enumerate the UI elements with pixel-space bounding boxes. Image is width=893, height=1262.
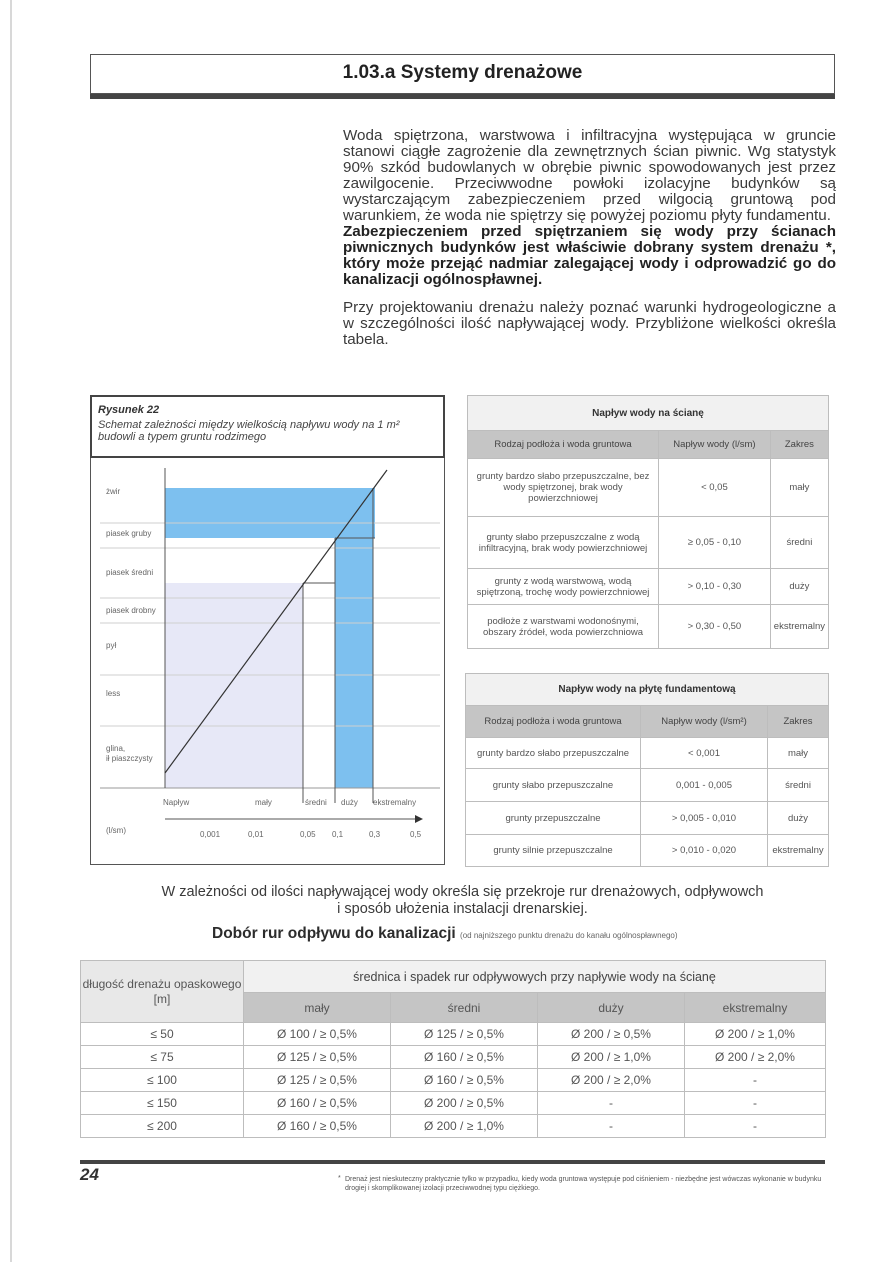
slab-row-2-soil: grunty słabo przepuszczalne [466, 769, 641, 802]
pipe-header-medium: średni [391, 993, 538, 1023]
table-row [468, 459, 829, 517]
tick-03: 0,3 [369, 830, 381, 839]
pipe-row-1-extreme: Ø 200 / ≥ 1,0% [685, 1023, 826, 1046]
pipe-row-4-medium: Ø 200 / ≥ 0,5% [391, 1092, 538, 1115]
category-extreme: ekstremalny [373, 798, 417, 807]
wall-row-1-inflow: < 0,05 [659, 459, 771, 517]
wall-header-inflow: Napływ wody (l/sm) [659, 431, 771, 459]
pipe-row-3-length: ≤ 100 [81, 1069, 244, 1092]
soil-label-loess: less [106, 689, 121, 698]
slab-table-caption: Napływ wody na płytę fundamentową [466, 674, 829, 706]
wall-header-soil: Rodzaj podłoża i woda gruntowa [468, 431, 659, 459]
wall-row-2-inflow: ≥ 0,05 - 0,10 [659, 517, 771, 569]
slab-row-2-inflow: 0,001 - 0,005 [641, 769, 768, 802]
pipe-row-4-small: Ø 160 / ≥ 0,5% [244, 1092, 391, 1115]
figure-title: Rysunek 22 [98, 404, 160, 416]
pipe-selection-table [80, 960, 826, 1138]
page-number: 24 [80, 1165, 99, 1184]
footnote-mark: * [338, 1175, 341, 1182]
table-row [466, 769, 829, 802]
pipe-row-5-medium: Ø 200 / ≥ 1,0% [391, 1115, 538, 1138]
table-row [81, 1046, 826, 1069]
tick-001: 0,01 [248, 830, 264, 839]
soil-label-fine-sand: piasek drobny [106, 606, 156, 615]
table-row [466, 738, 829, 769]
pipe-row-3-large: Ø 200 / ≥ 2,0% [538, 1069, 685, 1092]
page-title: 1.03.a Systemy drenażowe [342, 62, 583, 83]
soil-label-gravel: żwir [106, 487, 121, 496]
pipe-row-5-length: ≤ 200 [81, 1115, 244, 1138]
table-row [468, 605, 829, 649]
category-large: duży [341, 798, 358, 807]
soil-label-sandy-clay: ił piaszczysty [106, 754, 153, 763]
pipe-row-1-small: Ø 100 / ≥ 0,5% [244, 1023, 391, 1046]
pipe-header-length: długość drenażu opaskowego [m] [81, 961, 244, 1023]
soil-label-clay: glina, [106, 744, 126, 753]
intro-paragraph-2: Zabezpieczeniem przed spiętrzaniem się wody przy ścianach piwnicznych budynków jest właściwie dobrany system drenażu *, który może przejąć nadmiar zalegającej wody i odprowadzić go do kanalizacji ogólnospławnej. [343, 223, 836, 288]
table-row [81, 1023, 826, 1046]
footer-rule [80, 1160, 825, 1164]
figure-subtitle: Schemat zależności między wielkością napływu wody na 1 m² budowli a typem gruntu rodzimego [98, 419, 400, 443]
intro-paragraph-3: Przy projektowaniu drenażu należy poznać warunki hydrogeologiczne a w szczególności ilość napływającej wody. Przybliżone wielkości określa tabela. [343, 299, 836, 348]
pipe-row-3-medium: Ø 160 / ≥ 0,5% [391, 1069, 538, 1092]
wall-row-3-inflow: > 0,10 - 0,30 [659, 569, 771, 605]
footnote: Drenaż jest nieskuteczny praktycznie tylko w przypadku, kiedy woda gruntowa występuje pod ciśnieniem - niezbędne jest wówczas wykonanie w budynku drogiej i skomplikowanej izolacji przeciwwodnej typu ciężkiego. [345, 1176, 822, 1192]
soil-label-medium-sand: piasek średni [106, 568, 154, 577]
pipe-row-2-small: Ø 125 / ≥ 0,5% [244, 1046, 391, 1069]
inflow-label: Napływ [163, 798, 190, 807]
pipe-intro-line-1: W zależności od ilości napływającej wody określa się przekroje rur drenażowych, odpływowch [161, 884, 764, 900]
table-row [466, 835, 829, 867]
pipe-row-3-small: Ø 125 / ≥ 0,5% [244, 1069, 391, 1092]
unit-label: (l/sm) [106, 826, 126, 835]
tick-05: 0,5 [410, 830, 422, 839]
pipe-row-2-extreme: Ø 200 / ≥ 2,0% [685, 1046, 826, 1069]
tick-005: 0,05 [300, 830, 316, 839]
soil-label-silt: pył [106, 641, 117, 650]
table-row [81, 1069, 826, 1092]
pipe-table-caption: średnica i spadek rur odpływowych przy napływie wody na ścianę [244, 961, 826, 993]
pipe-intro-line-2: i sposób ułożenia instalacji drenarskiej. [337, 901, 588, 917]
slab-header-inflow: Napływ wody (l/sm²) [641, 706, 768, 738]
category-medium: średni [305, 798, 327, 807]
slab-row-3-soil: grunty przepuszczalne [466, 802, 641, 835]
wall-row-2-range: średni [770, 517, 828, 569]
pipe-row-2-length: ≤ 75 [81, 1046, 244, 1069]
soil-label-coarse-sand: piasek gruby [106, 529, 152, 538]
wall-inflow-table [467, 395, 829, 649]
table-row [466, 802, 829, 835]
pipe-header-small: mały [244, 993, 391, 1023]
wall-row-4-range: ekstremalny [770, 605, 828, 649]
pipe-row-5-large: - [538, 1115, 685, 1138]
tick-0001: 0,001 [200, 830, 221, 839]
pipe-row-4-extreme: - [685, 1092, 826, 1115]
header-rule [90, 94, 835, 99]
slab-row-1-range: mały [768, 738, 829, 769]
slab-row-3-inflow: > 0,005 - 0,010 [641, 802, 768, 835]
table-row [81, 1115, 826, 1138]
table-row [468, 517, 829, 569]
pipe-row-5-small: Ø 160 / ≥ 0,5% [244, 1115, 391, 1138]
slab-header-soil: Rodzaj podłoża i woda gruntowa [466, 706, 641, 738]
pipe-row-1-large: Ø 200 / ≥ 0,5% [538, 1023, 685, 1046]
slab-row-3-range: duży [768, 802, 829, 835]
figure-diagram [90, 458, 445, 865]
wall-row-1-range: mały [770, 459, 828, 517]
pipe-section-heading: Dobór rur odpływu do kanalizacji [212, 925, 456, 942]
pipe-row-1-length: ≤ 50 [81, 1023, 244, 1046]
page-left-edge [10, 0, 12, 1262]
intro-text [343, 128, 836, 348]
axis-arrow-icon [415, 815, 423, 823]
pipe-row-3-extreme: - [685, 1069, 826, 1092]
slab-row-4-inflow: > 0,010 - 0,020 [641, 835, 768, 867]
pipe-header-large: duży [538, 993, 685, 1023]
slab-row-1-inflow: < 0,001 [641, 738, 768, 769]
category-small: mały [255, 798, 272, 807]
pipe-row-2-large: Ø 200 / ≥ 1,0% [538, 1046, 685, 1069]
wall-row-2-soil: grunty słabo przepuszczalne z wodą infiltracyjną, brak wody powierzchniowej [468, 517, 659, 569]
pipe-header-extreme: ekstremalny [685, 993, 826, 1023]
slab-row-4-soil: grunty silnie przepuszczalne [466, 835, 641, 867]
pipe-section-title [212, 925, 678, 943]
table-row [468, 569, 829, 605]
slab-row-1-soil: grunty bardzo słabo przepuszczalne [466, 738, 641, 769]
wall-row-1-soil: grunty bardzo słabo przepuszczalne, bez wody spiętrzonej, brak wody powierzchniowej [468, 459, 659, 517]
tick-01: 0,1 [332, 830, 344, 839]
pipe-row-5-extreme: - [685, 1115, 826, 1138]
intro-paragraph-1: Woda spiętrzona, warstwowa i infiltracyjna występująca w gruncie stanowi ciągłe zagrożenie dla zewnętrznych ścian piwnic. Wg statystyk 90% szkód budowlanych w obrębie piwnic spowodowanych jest przez zawilgocenie. Przeciwwodne powłoki izolacyjne budynków są wystarczającym zabezpieczeniem przed wilgocią gruntową pod warunkiem, że woda nie spiętrzy się powyżej poziomu płyty fundamentu. [343, 127, 836, 224]
slab-row-2-range: średni [768, 769, 829, 802]
pipe-intro-text [90, 884, 835, 918]
pipe-row-4-large: - [538, 1092, 685, 1115]
pipe-section-note: (od najniższego punktu drenażu do kanału ogólnospławnego) [460, 931, 678, 940]
wall-row-4-soil: podłoże z warstwami wodonośnymi, obszary źródeł, woda powierzchniowa [468, 605, 659, 649]
slab-header-range: Zakres [768, 706, 829, 738]
table-row [81, 1092, 826, 1115]
wall-table-caption: Napływ wody na ścianę [468, 396, 829, 431]
wall-row-3-range: duży [770, 569, 828, 605]
pipe-row-2-medium: Ø 160 / ≥ 0,5% [391, 1046, 538, 1069]
wall-row-4-inflow: > 0,30 - 0,50 [659, 605, 771, 649]
slab-inflow-table [465, 673, 829, 867]
pipe-row-4-length: ≤ 150 [81, 1092, 244, 1115]
wall-row-3-soil: grunty z wodą warstwową, wodą spiętrzoną, trochę wody powierzchniowej [468, 569, 659, 605]
wall-header-range: Zakres [770, 431, 828, 459]
slab-row-4-range: ekstremalny [768, 835, 829, 867]
pipe-row-1-medium: Ø 125 / ≥ 0,5% [391, 1023, 538, 1046]
